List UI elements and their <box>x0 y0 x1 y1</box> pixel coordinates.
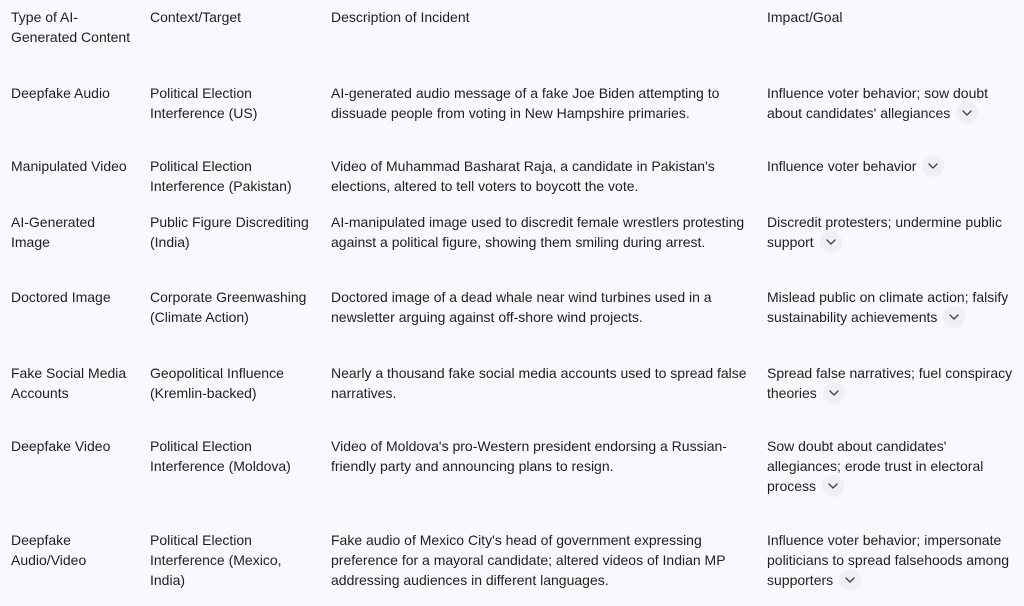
impact-text: Sow doubt about candidates' allegiances; erode trust in electoral process <box>767 438 984 494</box>
header-description: Description of Incident <box>331 9 470 25</box>
chevron-down-icon[interactable] <box>823 382 845 404</box>
cell-context: Political Election Interference (US) <box>150 85 258 121</box>
header-type: Type of AI-Generated Content <box>11 9 131 45</box>
cell-type: AI-Generated Image <box>11 214 96 250</box>
header-impact: Impact/Goal <box>767 9 843 25</box>
cell-impact <box>767 83 1019 125</box>
chevron-down-icon[interactable] <box>820 231 842 253</box>
cell-context: Corporate Greenwashing (Climate Action) <box>150 289 307 325</box>
cell-impact <box>767 156 1019 178</box>
cell-description: AI-manipulated image used to discredit female wrestlers protesting against a political figure, showing them smiling during arrest. <box>331 214 745 250</box>
cell-context: Public Figure Discrediting (India) <box>150 214 309 250</box>
chevron-down-icon[interactable] <box>943 306 965 328</box>
impact-text: Mislead public on climate action; falsify sustainability achievements <box>767 289 1009 325</box>
chevron-down-icon[interactable] <box>956 102 978 124</box>
impact-text: Spread false narratives; fuel conspiracy theories <box>767 365 1013 401</box>
cell-type: Fake Social Media Accounts <box>11 365 127 401</box>
cell-description: Video of Muhammad Basharat Raja, a candidate in Pakistan's elections, altered to tell voters to boycott the vote. <box>331 158 715 194</box>
cell-type: Deepfake Audio <box>11 85 110 101</box>
impact-text: Influence voter behavior <box>767 158 917 174</box>
chevron-down-icon[interactable] <box>839 569 861 591</box>
header-context: Context/Target <box>150 9 242 25</box>
cell-type: Deepfake Video <box>11 438 111 454</box>
cell-description: Doctored image of a dead whale near wind turbines used in a newsletter arguing against off-shore wind projects. <box>331 289 712 325</box>
impact-text: Influence voter behavior; sow doubt about candidates' allegiances <box>767 85 989 121</box>
impact-text: Discredit protesters; undermine public support <box>767 214 1002 250</box>
cell-impact <box>767 363 1019 405</box>
chevron-down-icon[interactable] <box>822 475 844 497</box>
cell-impact <box>767 212 1019 254</box>
cell-description: Fake audio of Mexico City's head of government expressing preference for a mayoral candidate; altered videos of Indian MP addressing audiences in different languages. <box>331 532 726 588</box>
cell-description: Nearly a thousand fake social media accounts used to spread false narratives. <box>331 365 747 401</box>
cell-context: Geopolitical Influence (Kremlin-backed) <box>150 365 284 401</box>
cell-impact <box>767 436 1019 498</box>
cell-context: Political Election Interference (Moldova) <box>150 438 291 474</box>
cell-type: Deepfake Audio/Video <box>11 532 87 568</box>
cell-type: Doctored Image <box>11 289 111 305</box>
chevron-down-icon[interactable] <box>922 155 944 177</box>
impact-text: Influence voter behavior; impersonate politicians to spread falsehoods among supporters <box>767 532 1010 588</box>
cell-description: Video of Moldova's pro-Western president endorsing a Russian-friendly party and announcing plans to resign. <box>331 438 727 474</box>
cell-context: Political Election Interference (Mexico, India) <box>150 532 282 588</box>
cell-impact <box>767 530 1019 592</box>
cell-context: Political Election Interference (Pakistan) <box>150 158 292 194</box>
cell-type: Manipulated Video <box>11 158 127 174</box>
cell-impact <box>767 287 1019 329</box>
cell-description: AI-generated audio message of a fake Joe Biden attempting to dissuade people from voting in New Hampshire primaries. <box>331 85 720 121</box>
